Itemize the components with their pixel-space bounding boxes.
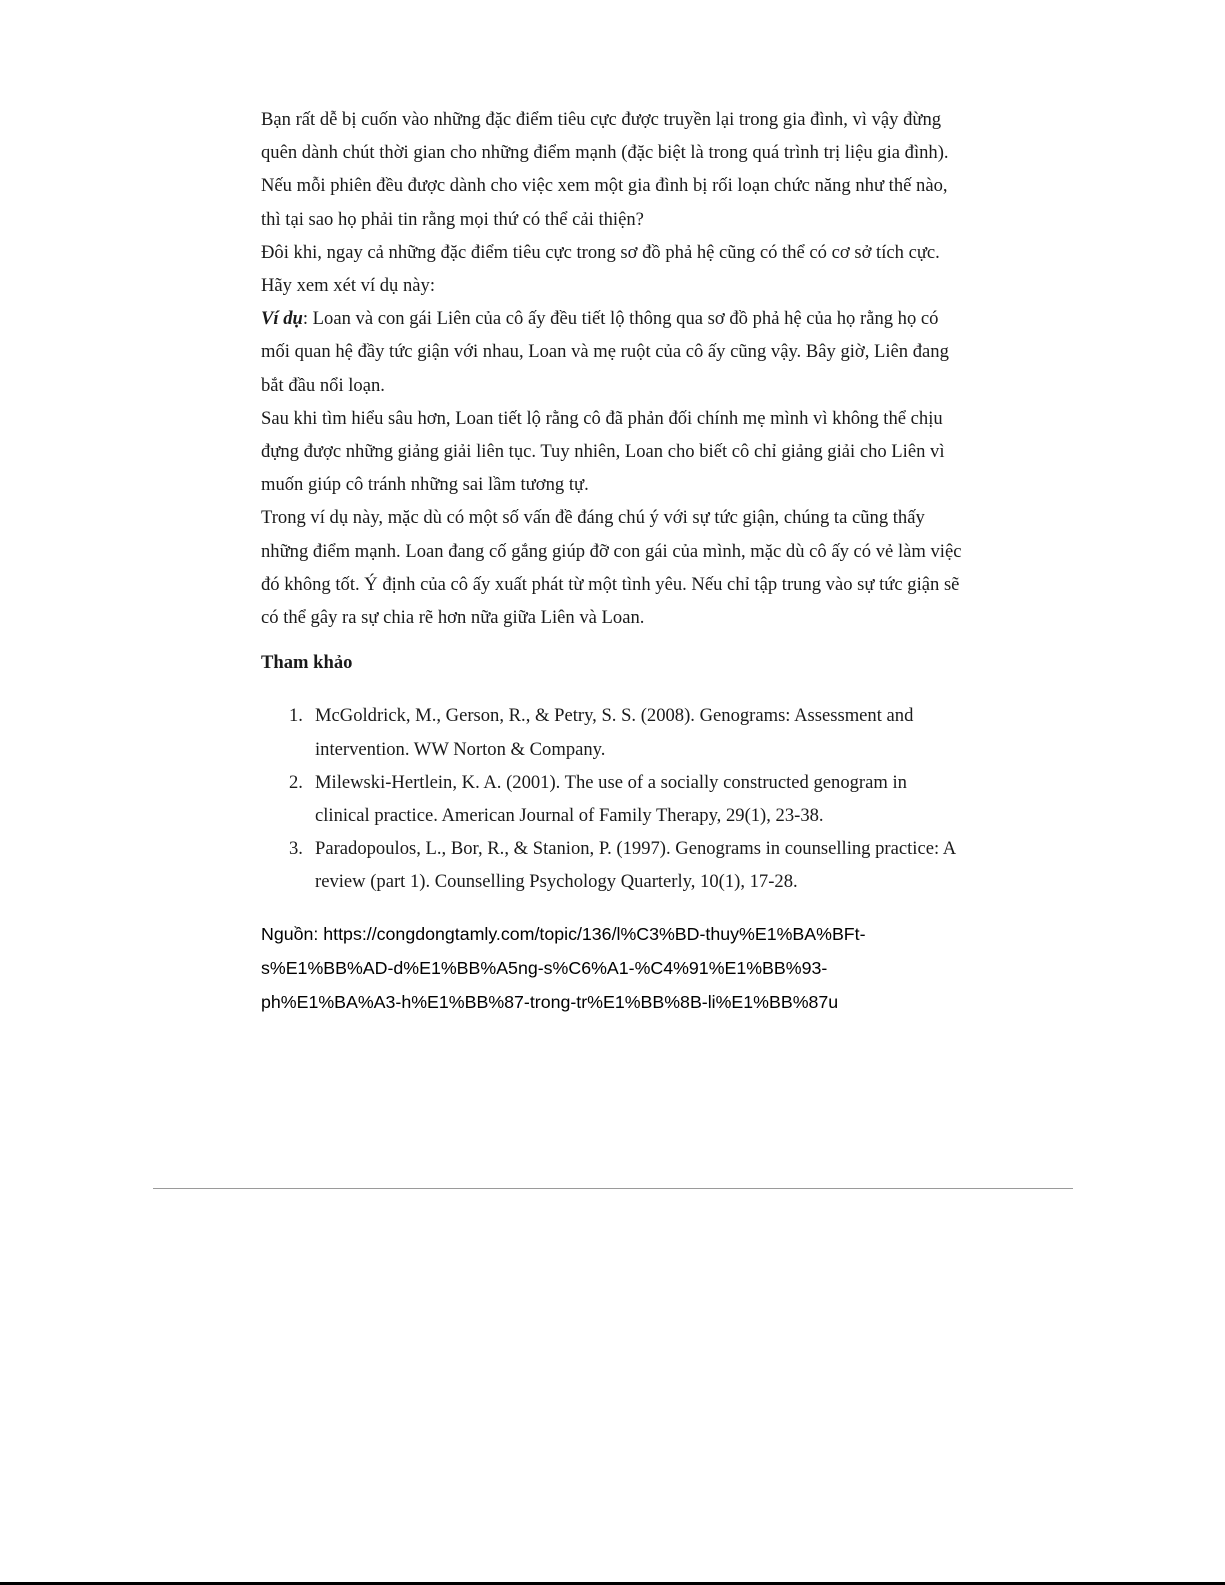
paragraph-deeper: Sau khi tìm hiểu sâu hơn, Loan tiết lộ rằng cô đã phản đối chính mẹ mình vì không thể chịu đựng được những giảng giải liên tục. Tuy nhiên, Loan cho biết cô chỉ giảng giải cho Liên vì muốn giúp cô tránh những sai lầm tương tự. xyxy=(261,407,945,496)
source-label: Nguồn: xyxy=(261,923,324,944)
source-url-line-1[interactable]: https://congdongtamly.com/topic/136/l%C3%BD-thuy%E1%BA%BFt- xyxy=(323,923,866,944)
reference-text: Paradopoulos, L., Bor, R., & Stanion, P. (1997). Genograms in counselling practice: A review (part 1). Counselling Psychology Quarterly, 10(1), 17-28. xyxy=(315,838,956,893)
reference-text: McGoldrick, M., Gerson, R., & Petry, S. S. (2008). Genograms: Assessment and intervention. WW Norton & Company. xyxy=(315,705,914,760)
paragraph-strengths: Bạn rất dễ bị cuốn vào những đặc điểm tiêu cực được truyền lại trong gia đình, vì vậy đừng quên dành chút thời gian cho những điểm mạnh (đặc biệt là trong quá trình trị liệu gia đình). Nếu mỗi phiên đều được dành cho việc xem một gia đình bị rối loạn chức năng như thế nào, thì tại sao họ phải tin rằng mọi thứ có thể cải thiện? xyxy=(261,109,949,230)
paragraph-conclusion: Trong ví dụ này, mặc dù có một số vấn đề đáng chú ý với sự tức giận, chúng ta cũng thấy những điểm mạnh. Loan đang cố gắng giúp đỡ con gái của mình, mặc dù cô ấy có vẻ làm việc đó không tốt. Ý định của cô ấy xuất phát từ một tình yêu. Nếu chỉ tập trung vào sự tức giận sẽ có thể gây ra sự chia rẽ hơn nữa giữa Liên và Loan. xyxy=(261,507,962,629)
reference-number: 2. xyxy=(289,771,303,793)
page-divider xyxy=(153,1188,1073,1189)
reference-number: 3. xyxy=(289,838,303,860)
paragraph-positive-basis: Đôi khi, ngay cả những đặc điểm tiêu cực trong sơ đồ phả hệ cũng có thể có cơ sở tích cực. Hãy xem xét ví dụ này: xyxy=(261,241,940,297)
reference-number: 1. xyxy=(289,705,303,727)
reference-item xyxy=(261,832,966,898)
paragraph-example xyxy=(261,302,966,402)
references-list xyxy=(261,699,966,898)
reference-item xyxy=(261,766,966,832)
document-body xyxy=(261,103,966,1019)
source-url-line-3[interactable]: ph%E1%BA%A3-h%E1%BB%87-trong-tr%E1%BB%8B-li%E1%BB%87u xyxy=(261,991,839,1012)
example-label: Ví dụ xyxy=(261,308,303,330)
source-url-line-2[interactable]: s%E1%BB%AD-d%E1%BB%A5ng-s%C6%A1-%C4%91%E1%BB%93- xyxy=(261,957,828,978)
references-heading: Tham khảo xyxy=(261,652,353,674)
example-text: : Loan và con gái Liên của cô ấy đều tiết lộ thông qua sơ đồ phả hệ của họ rằng họ có mối quan hệ đầy tức giận với nhau, Loan và mẹ ruột của cô ấy cũng vậy. Bây giờ, Liên đang bắt đầu nổi loạn. xyxy=(261,308,949,396)
reference-item xyxy=(261,699,966,765)
source-citation xyxy=(261,917,966,1019)
reference-text: Milewski-Hertlein, K. A. (2001). The use of a socially constructed genogram in clinical practice. American Journal of Family Therapy, 29(1), 23-38. xyxy=(315,771,907,827)
